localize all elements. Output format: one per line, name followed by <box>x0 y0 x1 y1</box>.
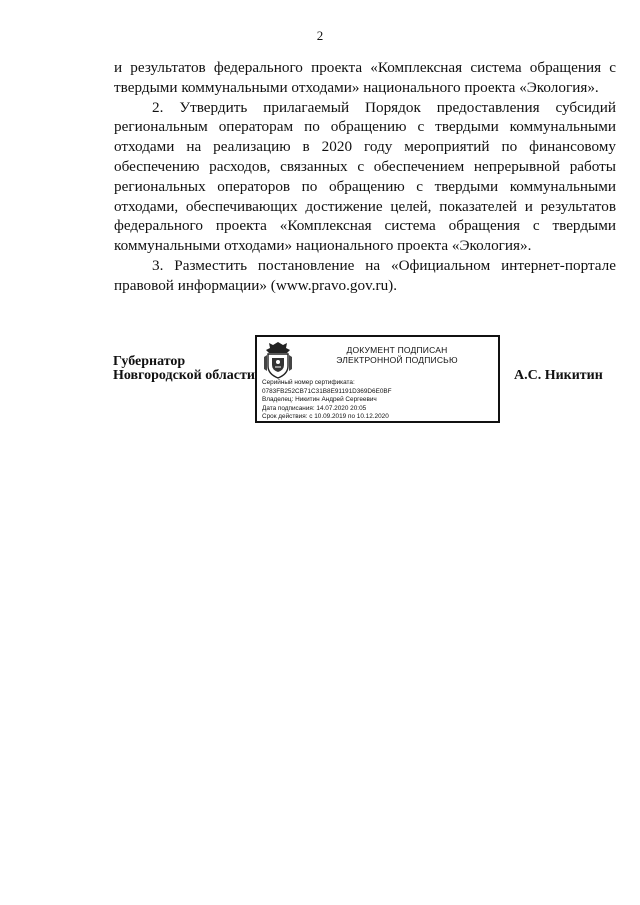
stamp-title-line2: ЭЛЕКТРОННОЙ ПОДПИСЬЮ <box>336 355 458 365</box>
stamp-validity: Срок действия: с 10.09.2019 по 10.12.2020 <box>262 413 389 421</box>
signatory-position-line2: Новгородской области <box>113 368 255 383</box>
stamp-title <box>297 345 497 365</box>
stamp-serial-value: 0783FB252CB71C31B8E91191D369D6E0BF <box>262 387 392 395</box>
page-number: 2 <box>316 28 324 43</box>
stamp-title-line1: ДОКУМЕНТ ПОДПИСАН <box>346 345 448 355</box>
paragraph-3: 3. Разместить постановление на «Официальном интернет-портале правовой информации» (www.pravo.gov.ru). <box>114 256 616 294</box>
coat-of-arms-icon <box>262 341 294 379</box>
signatory-position-line1: Губернатор <box>113 354 186 369</box>
signatory-position <box>113 355 255 383</box>
paragraph-2: 2. Утвердить прилагаемый Порядок предоставления субсидий региональным операторам по обращению с твердыми коммунальными отходами на реализацию в 2020 году мероприятий по финансовому обеспечению расходов, связанных с обеспечением непрерывной работы региональных операторов по обращению с твердыми коммунальными отходами, обеспечивающих достижение целей, показателей и результатов федерального проекта «Комплексная система обращения с твердыми коммунальными отходами» национального проекта «Экология». <box>114 98 616 255</box>
paragraph-1: и результатов федерального проекта «Комплексная система обращения с твердыми коммунальными отходами» национального проекта «Экология». <box>114 59 616 96</box>
stamp-details <box>262 379 498 422</box>
stamp-serial-label: Серийный номер сертификата: <box>262 379 355 386</box>
document-body <box>114 58 616 296</box>
signatory-name: А.С. Никитин <box>514 368 603 383</box>
stamp-signed-date: Дата подписания: 14.07.2020 20:05 <box>262 404 367 412</box>
electronic-signature-stamp <box>255 335 500 423</box>
stamp-owner: Владелец: Никитин Андрей Сергеевич <box>262 396 377 404</box>
